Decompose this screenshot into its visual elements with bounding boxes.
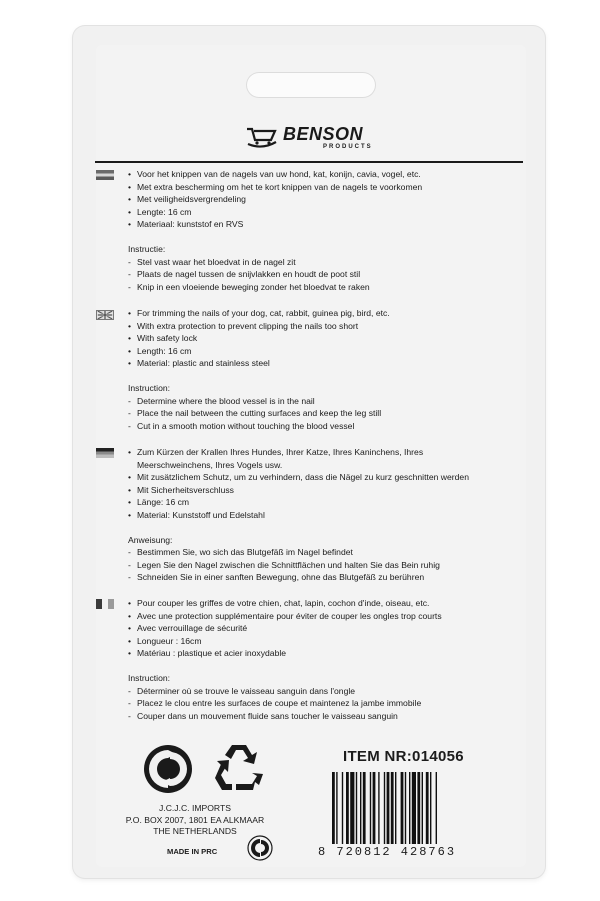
section-french xyxy=(128,597,500,722)
instruction-step: - Placez le clou entre les surfaces de coupe et maintenez la jambe immobile xyxy=(128,697,500,710)
list-item: • For trimming the nails of your dog, cat, rabbit, guinea pig, bird, etc. xyxy=(128,307,500,320)
recycle-icon xyxy=(212,742,266,792)
barcode-bar xyxy=(422,772,423,844)
barcode-bar xyxy=(395,772,396,844)
barcode-bar xyxy=(356,772,357,844)
barcode-bar xyxy=(332,772,335,844)
address-line: P.O. BOX 2007, 1801 EA ALKMAAR xyxy=(125,814,265,825)
importer-address xyxy=(110,803,280,838)
barcode-bar xyxy=(405,772,406,844)
list-item: • Avec une protection supplémentaire pour éviter de couper les ongles trop courts xyxy=(128,610,500,623)
list-item: • Matériau : plastique et acier inoxydable xyxy=(128,647,500,660)
instruction-step: - Legen Sie den Nagel zwischen die Schnittflächen und halten Sie das Bein ruhig xyxy=(128,559,500,572)
list-item: • Materiaal: kunststof en RVS xyxy=(128,218,500,231)
list-item: • Pour couper les griffes de votre chien, chat, lapin, cochon d'inde, oiseau, etc. xyxy=(128,597,500,610)
barcode-bar xyxy=(373,772,376,844)
list-item: • Voor het knippen van de nagels van uw hond, kat, konijn, cavia, vogel, etc. xyxy=(128,168,500,181)
list-item: • Material: plastic and stainless steel xyxy=(128,357,500,370)
barcode-bar xyxy=(426,772,429,844)
german-flag-icon xyxy=(96,448,114,458)
instruction-heading: Anweisung: xyxy=(128,534,173,545)
list-item: • Mit Sicherheitsverschluss xyxy=(128,484,500,497)
french-flag-icon xyxy=(96,599,114,609)
instruction-step: - Schneiden Sie in einer sanften Bewegung, ohne das Blutgefäß zu berühren xyxy=(128,571,500,584)
list-item: • Mit zusätzlichem Schutz, um zu verhindern, dass die Nägel zu kurz geschnitten werden xyxy=(128,471,500,484)
barcode-bar xyxy=(378,772,379,844)
instruction-heading: Instructie: xyxy=(128,243,166,254)
list-item: • Material: Kunststoff und Edelstahl xyxy=(128,509,500,522)
list-item: • Zum Kürzen der Krallen Ihres Hundes, Ihrer Katze, Ihres Kaninchens, Ihres Meerschweinchens, Ihres Vogels usw. xyxy=(128,446,500,471)
barcode-bar xyxy=(342,772,343,844)
section-dutch xyxy=(128,168,500,293)
list-item: • Longueur : 16cm xyxy=(128,635,500,648)
instruction-step: - Knip in een vloeiende beweging zonder het bloedvat te raken xyxy=(128,281,500,294)
shopping-cart-icon xyxy=(245,125,279,149)
benson-logo xyxy=(245,123,373,151)
barcode-bar xyxy=(363,772,366,844)
made-in-label: MADE IN PRC xyxy=(167,847,218,856)
instruction-step: - Stel vast waar het bloedvat in de nagel zit xyxy=(128,256,500,269)
barcode-bar xyxy=(360,772,361,844)
instruction-step: - Place the nail between the cutting surfaces and keep the leg still xyxy=(128,407,500,420)
address-line: J.C.J.C. IMPORTS xyxy=(159,803,231,813)
list-item: • With extra protection to prevent clipping the nails too short xyxy=(128,320,500,333)
instruction-step: - Déterminer où se trouve le vaisseau sanguin dans l'ongle xyxy=(128,685,500,698)
barcode-bar xyxy=(384,772,385,844)
list-item: • Met veiligheidsvergrendeling xyxy=(128,193,500,206)
barcode-bar xyxy=(350,772,354,844)
barcode-bar xyxy=(391,772,394,844)
barcode-bar xyxy=(336,772,337,844)
dutch-flag-icon xyxy=(96,170,114,180)
list-item: • Length: 16 cm xyxy=(128,345,500,358)
barcode-bar xyxy=(430,772,431,844)
barcode-bar xyxy=(417,772,420,844)
barcode-bar xyxy=(370,772,371,844)
header-rule xyxy=(95,161,523,163)
instruction-step: - Couper dans un mouvement fluide sans toucher le vaisseau sanguin xyxy=(128,710,500,723)
barcode-bar xyxy=(436,772,437,844)
barcode-bar xyxy=(346,772,349,844)
address-line: THE NETHERLANDS xyxy=(153,826,237,836)
instruction-step: - Determine where the blood vessel is in the nail xyxy=(128,395,500,408)
hang-hole xyxy=(246,72,376,98)
instruction-step: - Cut in a smooth motion without touching the blood vessel xyxy=(128,420,500,433)
item-number: ITEM NR:014056 xyxy=(343,748,464,765)
uk-flag-icon xyxy=(96,310,114,320)
barcode-bar xyxy=(401,772,404,844)
list-item: • With safety lock xyxy=(128,332,500,345)
green-dot-icon xyxy=(143,744,193,794)
barcode-bar xyxy=(412,772,416,844)
instruction-heading: Instruction: xyxy=(128,672,171,683)
barcode-digits: 8 720812 428763 xyxy=(318,845,457,859)
list-item: • Lengte: 16 cm xyxy=(128,206,500,219)
section-english xyxy=(128,307,500,432)
brand-subtitle: PRODUCTS xyxy=(323,143,373,150)
list-item: • Länge: 16 cm xyxy=(128,496,500,509)
green-dot-small-icon xyxy=(247,835,273,861)
section-german xyxy=(128,446,500,584)
brand-name: BENSON xyxy=(283,123,364,144)
instruction-step: - Bestimmen Sie, wo sich das Blutgefäß im Nagel befindet xyxy=(128,546,500,559)
list-item: • Met extra bescherming om het te kort knippen van de nagels te voorkomen xyxy=(128,181,500,194)
barcode-bar xyxy=(409,772,410,844)
list-item: • Avec verrouillage de sécurité xyxy=(128,622,500,635)
barcode-bar xyxy=(387,772,390,844)
instruction-heading: Instruction: xyxy=(128,382,171,393)
instruction-step: - Plaats de nagel tussen de snijvlakken en houdt de poot stil xyxy=(128,268,500,281)
barcode xyxy=(330,772,492,844)
